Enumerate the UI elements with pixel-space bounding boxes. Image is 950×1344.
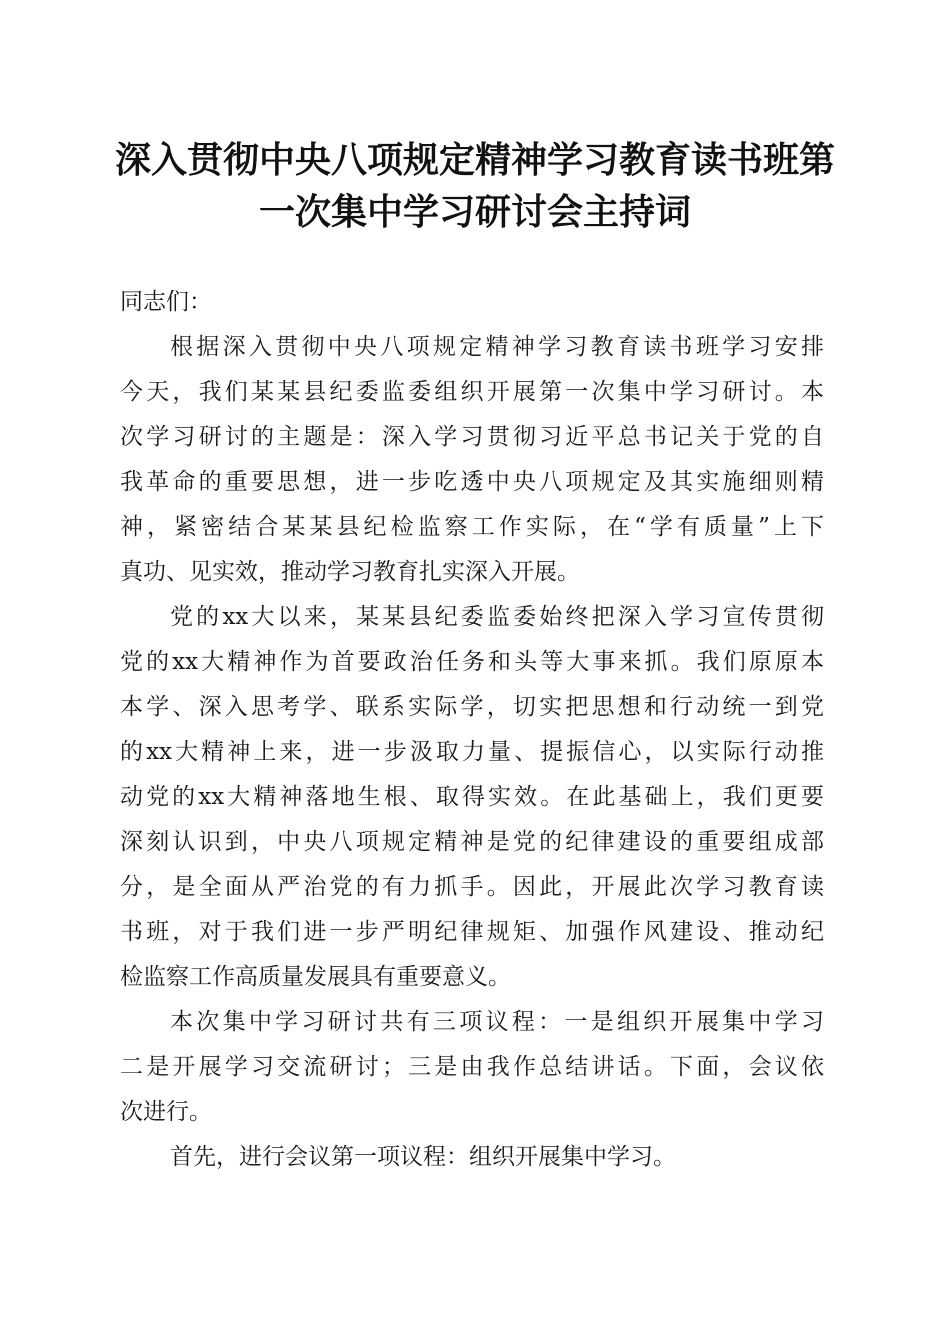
paragraph-3-line: 二是开展学习交流研讨；三是由我作总结讲话。下面，会议依	[120, 1054, 824, 1080]
paragraph-1-line: 真功、见实效，推动学习教育扎实深入开展。	[120, 559, 580, 585]
paragraph-2-line: 党的xx大以来，某某县纪委监委始终把深入学习宣传贯彻	[170, 604, 824, 630]
paragraph-2-line: 分，是全面从严治党的有力抓手。因此，开展此次学习教育读	[120, 874, 824, 900]
paragraph-4-line: 首先，进行会议第一项议程：组织开展集中学习。	[170, 1144, 676, 1170]
title-line: 深入贯彻中央八项规定精神学习教育读书班第	[114, 139, 835, 181]
paragraph-1-line: 今天，我们某某县纪委监委组织开展第一次集中学习研讨。本	[120, 379, 824, 405]
salutation: 同志们：	[120, 289, 212, 315]
paragraph-1-line: 根据深入贯彻中央八项规定精神学习教育读书班学习安排	[170, 334, 824, 360]
paragraph-2-line: 检监察工作高质量发展具有重要意义。	[120, 964, 511, 990]
paragraph-3-line: 本次集中学习研讨共有三项议程：一是组织开展集中学习	[170, 1009, 824, 1035]
paragraph-2-line: 深刻认识到，中央八项规定精神是党的纪律建设的重要组成部	[120, 829, 824, 855]
paragraph-1-line: 次学习研讨的主题是：深入学习贯彻习近平总书记关于党的自	[120, 424, 824, 450]
paragraph-2-line: 书班，对于我们进一步严明纪律规矩、加强作风建设、推动纪	[120, 919, 824, 945]
document-body	[120, 280, 824, 1180]
paragraph-2-line: 的xx大精神上来，进一步汲取力量、提振信心，以实际行动推	[120, 739, 824, 765]
document-title	[100, 134, 850, 238]
title-line: 一次集中学习研讨会主持词	[258, 191, 691, 233]
paragraph-2-line: 党的xx大精神作为首要政治任务和头等大事来抓。我们原原本	[120, 649, 824, 675]
paragraph-2-line: 动党的xx大精神落地生根、取得实效。在此基础上，我们更要	[120, 784, 824, 810]
paragraph-2-line: 本学、深入思考学、联系实际学，切实把思想和行动统一到党	[120, 694, 824, 720]
paragraph-1-line: 神，紧密结合某某县纪检监察工作实际，在“学有质量”上下	[120, 514, 824, 540]
paragraph-3-line: 次进行。	[120, 1099, 212, 1125]
paragraph-1-line: 我革命的重要思想，进一步吃透中央八项规定及其实施细则精	[120, 469, 824, 495]
